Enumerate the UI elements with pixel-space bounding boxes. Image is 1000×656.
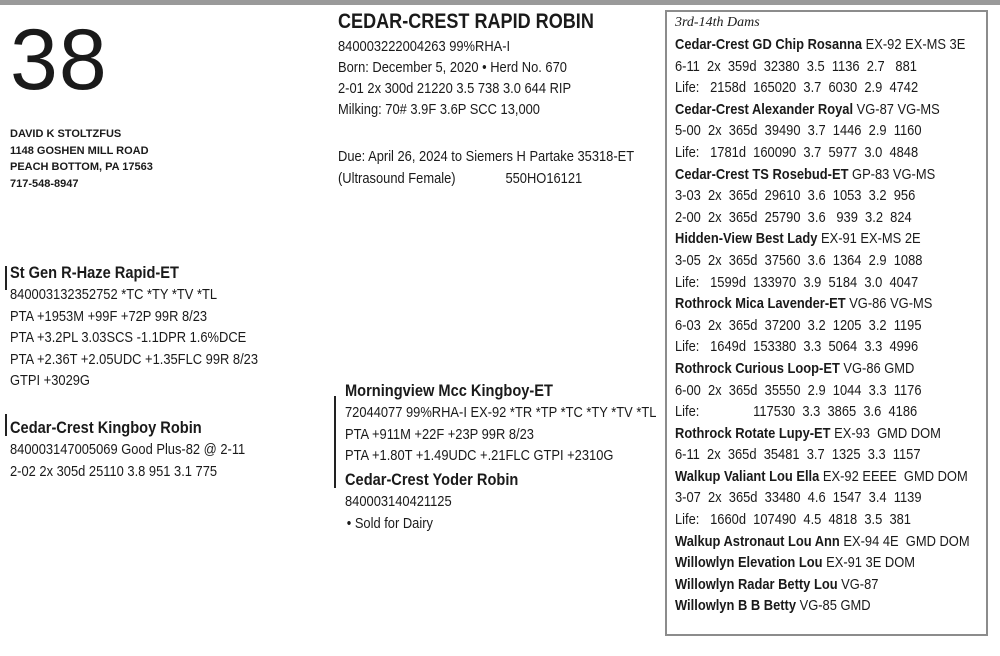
dam-entry-name: Cedar-Crest TS Rosebud-ET [675, 165, 849, 183]
dam-entry-classification: VG-86 VG-MS [845, 295, 933, 313]
sire-line: PTA +3.2PL 3.03SCS -1.1DPR 1.6%DCE [10, 329, 247, 346]
lot-number: 38 [10, 12, 108, 108]
dam-record-text: Life: 2158d 165020 3.7 6030 2.9 4742 [675, 79, 919, 97]
dam-record-text: 6-11 2x 365d 35481 3.7 1325 3.3 1157 [675, 446, 921, 464]
animal-milking: Milking: 70# 3.9F 3.6P SCC 13,000 [338, 101, 540, 118]
dam-record-row [675, 207, 970, 229]
ultrasound-line [338, 168, 634, 190]
dams-box-title: 3rd-14th Dams [675, 15, 760, 30]
dam-entry-name: Rothrock Rotate Lupy-ET [675, 424, 831, 442]
dam-record-row [675, 120, 970, 142]
sire-block [10, 262, 258, 392]
dam-entry-name-row [675, 574, 970, 596]
maternal-granddam-note: • Sold for Dairy [346, 514, 433, 532]
dam-entry-name-row [675, 595, 970, 617]
dams-box [665, 10, 988, 636]
dam-entry-classification: VG-87 VG-MS [853, 100, 940, 118]
dam-record-row [675, 77, 970, 99]
maternal-sire-line: PTA +911M +22F +23P 99R 8/23 [345, 425, 534, 443]
dam-entry-classification: VG-85 GMD [796, 597, 871, 615]
sire-line: PTA +1953M +99F +72P 99R 8/23 [10, 307, 208, 325]
sire-line: PTA +2.36T +2.05UDC +1.35FLC 99R 8/23 [10, 350, 259, 368]
dam-line: 2-02 2x 305d 25110 3.8 951 3.1 775 [10, 462, 218, 480]
maternal-granddam-block [345, 469, 518, 534]
dam-entry-name-row [675, 358, 970, 380]
dam-entry-name-row [675, 164, 970, 186]
maternal-sire-block [345, 380, 656, 467]
consignor-address: 1148 GOSHEN MILL ROAD [10, 144, 149, 157]
dam-record-row [675, 250, 970, 272]
consignor-phone: 717-548-8947 [10, 177, 79, 190]
maternal-sire-line: 72044077 99%RHA-I EX-92 *TR *TP *TC *TY *TV *TL [345, 404, 657, 421]
dam-entry-name-row [675, 466, 970, 488]
ultrasound-status: (Ultrasound Female) [338, 170, 456, 187]
dam-record-text: Life: 1649d 153380 3.3 5064 3.3 4996 [675, 338, 919, 356]
animal-born: Born: December 5, 2020 • Herd No. 670 [338, 59, 567, 76]
dam-record-text: 3-05 2x 365d 37560 3.6 1364 2.9 1088 [675, 251, 923, 269]
dam-record-text: 6-11 2x 359d 32380 3.5 1136 2.7 881 [675, 57, 917, 75]
dam-entry-name-row [675, 293, 970, 315]
consignor-city: PEACH BOTTOM, PA 17563 [10, 161, 153, 173]
animal-registration: 840003222004263 99%RHA-I [338, 38, 511, 55]
service-code: 550HO16121 [505, 170, 583, 187]
sire-bracket [5, 266, 7, 290]
maternal-granddam-line: 840003140421125 [345, 493, 452, 510]
top-rule [0, 0, 1000, 5]
dam-entry-classification: EX-92 EX-MS 3E [862, 36, 966, 53]
dam-record-row [675, 401, 970, 423]
sire-line: GTPI +3029G [10, 372, 90, 389]
dam-record-row [675, 272, 970, 294]
dam-entry-classification: EX-93 GMD DOM [830, 424, 941, 442]
dam-entry-classification: EX-91 3E DOM [822, 554, 916, 572]
dam-record-text: 5-00 2x 365d 39490 3.7 1446 2.9 1160 [675, 122, 922, 140]
dam-entry-name-row [675, 531, 970, 553]
dam-entry-name: Cedar-Crest GD Chip Rosanna [675, 36, 863, 53]
dam-line: 840003147005069 Good Plus-82 @ 2-11 [10, 441, 246, 458]
animal-info [338, 36, 571, 120]
dam-record-text: 3-03 2x 365d 29610 3.6 1053 3.2 956 [675, 187, 916, 205]
dam-bracket [5, 414, 7, 436]
dam-entry-name: Cedar-Crest Alexander Royal [675, 100, 854, 118]
dam-record-text: Life: 1599d 133970 3.9 5184 3.0 4047 [675, 273, 919, 291]
dam-entry-name: Walkup Valiant Lou Ella [675, 467, 820, 485]
dams-list [675, 34, 970, 617]
dam-record-row [675, 380, 970, 402]
animal-record: 2-01 2x 300d 21220 3.5 738 3.0 644 RIP [338, 80, 572, 97]
dam-entry-name: Willowlyn Elevation Lou [675, 554, 823, 572]
dam-entry-name: Walkup Astronaut Lou Ann [675, 532, 840, 550]
dam-record-row [675, 315, 970, 337]
dam-entry-name: Willowlyn Radar Betty Lou [675, 575, 838, 593]
dam-record-text: 3-07 2x 365d 33480 4.6 1547 3.4 1139 [675, 489, 922, 507]
dam-record-text: Life: 1660d 107490 4.5 4818 3.5 381 [675, 511, 911, 529]
dam-record-row [675, 185, 970, 207]
consignor-block [10, 126, 153, 192]
dam-entry-classification: EX-94 4E GMD DOM [839, 532, 970, 550]
dam-record-row [675, 336, 970, 358]
dam-record-text: 6-03 2x 365d 37200 3.2 1205 3.2 1195 [675, 316, 922, 334]
dam-record-row [675, 487, 970, 509]
dam-entry-name-row [675, 552, 970, 574]
maternal-granddam-name: Cedar-Crest Yoder Robin [345, 470, 519, 489]
dam-name: Cedar-Crest Kingboy Robin [10, 418, 202, 437]
dam-entry-name-row [675, 34, 970, 56]
dam-entry-name-row [675, 99, 970, 121]
dam-record-text: 6-00 2x 365d 35550 2.9 1044 3.3 1176 [675, 381, 922, 399]
dam-entry-classification: EX-92 EEEE GMD DOM [819, 467, 968, 485]
dam-entry-name-row [675, 228, 970, 250]
dam-record-text: Life: 1781d 160090 3.7 5977 3.0 4848 [675, 143, 919, 161]
sire-line: 840003132352752 *TC *TY *TV *TL [10, 286, 218, 303]
due-line: Due: April 26, 2024 to Siemers H Partake 35318-ET [338, 148, 635, 165]
dam-entry-classification: GP-83 VG-MS [848, 165, 936, 183]
dam-entry-name-row [675, 423, 970, 445]
dam-entry-classification: VG-86 GMD [839, 359, 915, 377]
dam-entry-name: Willowlyn B B Betty [675, 597, 797, 615]
animal-name: CEDAR-CREST RAPID ROBIN [338, 10, 594, 33]
dam-record-row [675, 56, 970, 78]
consignor-name: DAVID K STOLTZFUS [10, 128, 122, 140]
dam-record-row [675, 142, 970, 164]
dam-entry-classification: VG-87 [837, 575, 879, 593]
dam-record-text: 2-00 2x 365d 25790 3.6 939 3.2 824 [675, 208, 912, 226]
dam-record-row [675, 509, 970, 531]
dam-entry-name: Rothrock Mica Lavender-ET [675, 295, 846, 313]
dam-entry-classification: EX-91 EX-MS 2E [817, 230, 921, 248]
due-block [338, 146, 634, 190]
dam-entry-name: Rothrock Curious Loop-ET [675, 359, 840, 377]
maternal-sire-line: PTA +1.80T +1.49UDC +.21FLC GTPI +2310G [345, 447, 614, 464]
maternal-sire-name: Morningview Mcc Kingboy-ET [345, 381, 553, 400]
dam-block [10, 417, 245, 482]
dam-record-text: Life: 117530 3.3 3865 3.6 4186 [675, 403, 918, 421]
maternal-bracket [334, 396, 336, 488]
dam-entry-name: Hidden-View Best Lady [675, 230, 818, 248]
dam-record-row [675, 444, 970, 466]
sire-name: St Gen R-Haze Rapid-ET [10, 263, 179, 282]
